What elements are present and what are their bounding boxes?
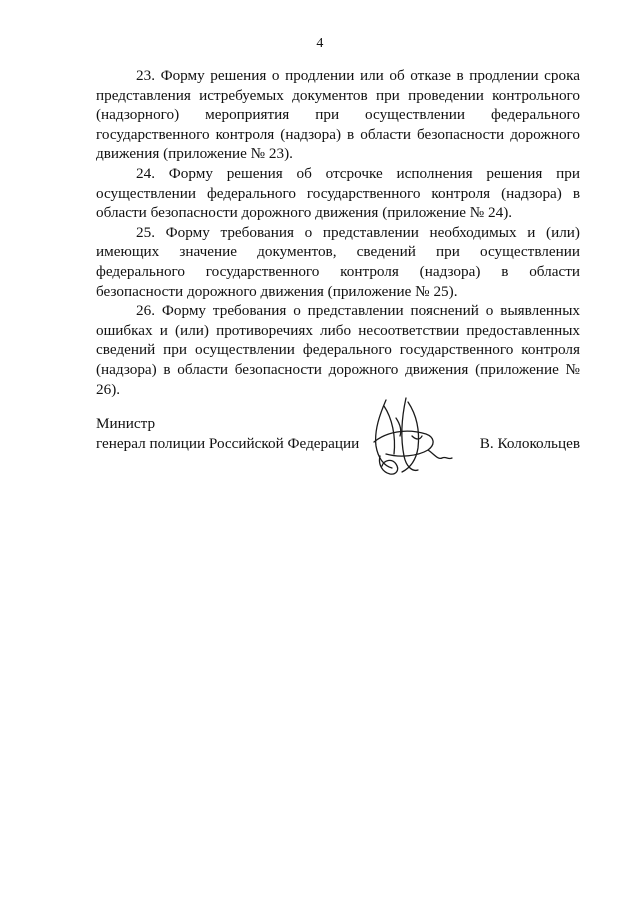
signatory-position: Министр — [96, 415, 156, 432]
signature-block — [96, 414, 580, 484]
page-number: 4 — [316, 36, 324, 51]
signatory-name: В. Колокольцев — [479, 435, 580, 452]
document-body — [96, 66, 580, 399]
paragraph-25: 25. Форму требования о представлении необходимых и (или) имеющих значение документов, сведений при осуществлении федерального государственного контроля (надзора) в области безопасности дорожного движения (приложение № 25). — [96, 223, 580, 300]
paragraph-23: 23. Форму решения о продлении или об отказе в продлении срока представления истребуемых документов при проведении контрольного (надзорного) мероприятия при осуществлении федерального государственного контроля (надзора) в области безопасности дорожного движения (приложение № 23). — [96, 67, 580, 163]
signatory-rank: генерал полиции Российской Федерации — [96, 435, 360, 452]
paragraph-26: 26. Форму требования о представлении пояснений о выявленных ошибках и (или) противоречиях либо несоответствии предоставленных сведений при осуществлении федерального государственного контроля (надзора) в области безопасности дорожного движения (приложение № 26). — [96, 302, 580, 398]
handwritten-signature — [366, 396, 454, 480]
paragraph-24: 24. Форму решения об отсрочке исполнения решения при осуществлении федерального государственного контроля (надзора) в области безопасности дорожного движения (приложение № 24). — [96, 164, 580, 222]
